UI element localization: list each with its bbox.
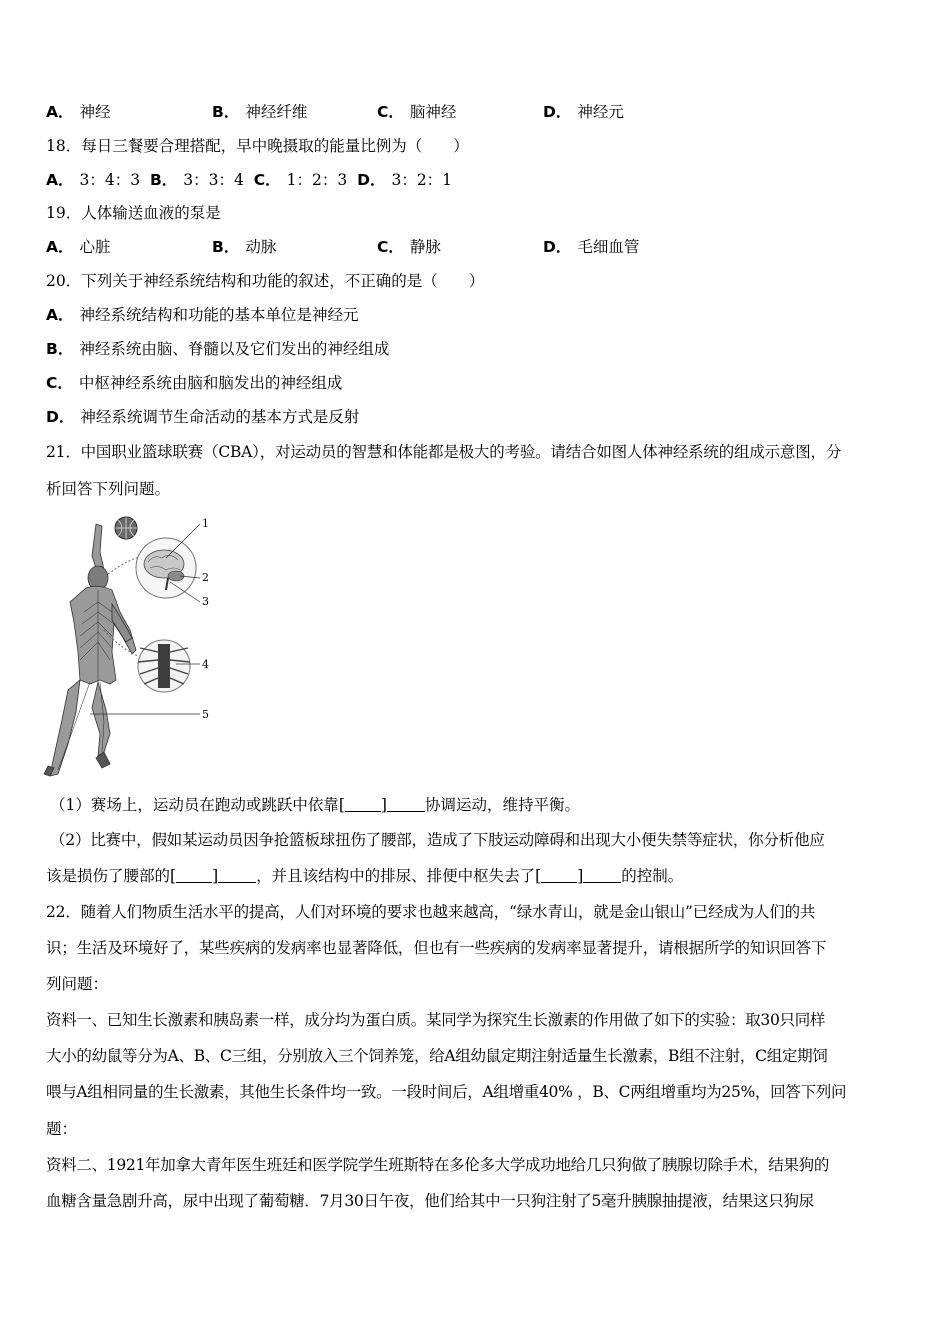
answer-blank-3[interactable] — [176, 868, 212, 883]
q21-sub2-line1: （2）比赛中，假如某运动员因争抢篮板球扭伤了腰部，造成了下肢运动障碍和出现大小便失禁等症状，你分析他应 — [50, 831, 825, 849]
q20-option-d[interactable]: D． 神经系统调节生命活动的基本方式是反射 — [46, 408, 360, 426]
answer-blank-2[interactable] — [387, 797, 425, 812]
q22-line-6: 喂与A组相同量的生长激素，其他生长条件均一致。一段时间后，A组增重40% ，B、C两组增重均为25%，回答下列问 — [46, 1083, 847, 1101]
basketball-icon — [115, 517, 137, 539]
q17-option-c[interactable]: C． 脑神经 — [377, 103, 457, 121]
q22-line-1: 22．随着人们物质生活水平的提高，人们对环境的要求也越来越高，“绿水青山，就是金山银山”已经成为人们的共 — [46, 903, 816, 921]
q17-option-b[interactable]: B． 神经纤维 — [212, 103, 308, 121]
q22-line-5: 大小的幼鼠等分为A、B、C三组，分别放入三个饲养笼，给A组幼鼠定期注射适量生长激素，B组不注射，C组定期饲 — [46, 1047, 828, 1065]
q21-sub1: （1）赛场上，运动员在跑动或跳跃中依靠[ ] 协调运动，维持平衡。 — [50, 796, 580, 814]
answer-blank-5[interactable] — [541, 868, 577, 883]
figure-label-2: 2 — [202, 571, 209, 584]
figure-label-1: 1 — [202, 517, 209, 530]
q22-line-3: 列问题： — [46, 975, 109, 993]
q17-option-a[interactable]: A． 神经 — [46, 103, 111, 121]
q22-line-4: 资料一、已知生长激素和胰岛素一样，成分均为蛋白质。某同学为探究生长激素的作用做了如下的实验：取30只同样 — [46, 1011, 826, 1029]
answer-blank-1[interactable] — [345, 797, 381, 812]
q18-option-d[interactable]: D． 3：2：1 — [357, 171, 453, 189]
q20-stem: 20．下列关于神经系统结构和功能的叙述，不正确的是（ ） — [46, 272, 485, 290]
q22-line-9: 血糖含量急剧升高，尿中出现了葡萄糖．7月30日午夜，他们给其中一只狗注射了5毫升胰腺抽提液，结果这只狗尿 — [46, 1192, 814, 1210]
q20-option-c[interactable]: C． 中枢神经系统由脑和脑发出的神经组成 — [46, 374, 343, 392]
answer-blank-4[interactable] — [218, 868, 256, 883]
q21-sub2-line2: 该是损伤了腰部的[ ] ，并且该结构中的排尿、排便中枢失去了[ ] 的控制。 — [46, 867, 684, 885]
q19-option-b[interactable]: B． 动脉 — [212, 238, 277, 256]
answer-blank-6[interactable] — [583, 868, 621, 883]
q22-line-8: 资料二、1921年加拿大青年医生班廷和医学院学生班斯特在多伦多大学成功地给几只狗做了胰腺切除手术，结果狗的 — [46, 1156, 830, 1174]
q20-option-a[interactable]: A． 神经系统结构和功能的基本单位是神经元 — [46, 306, 359, 324]
figure-label-4: 4 — [202, 658, 209, 671]
nervous-system-figure — [40, 512, 220, 780]
spinal-cord-inset — [138, 640, 190, 692]
q19-stem: 19．人体输送血液的泵是 — [46, 204, 221, 222]
q20-option-b[interactable]: B． 神经系统由脑、脊髓以及它们发出的神经组成 — [46, 340, 390, 358]
q18-option-c[interactable]: C． 1：2：3 — [253, 171, 348, 189]
q19-option-d[interactable]: D． 毛细血管 — [543, 238, 640, 256]
figure-label-5: 5 — [202, 708, 209, 721]
q21-stem-line1: 21．中国职业篮球联赛（CBA），对运动员的智慧和体能都是极大的考验。请结合如图人体神经系统的组成示意图，分 — [46, 443, 842, 461]
figure-label-3: 3 — [202, 595, 209, 608]
q18-stem: 18．每日三餐要合理搭配，早中晚摄取的能量比例为（ ） — [46, 137, 469, 155]
q22-line-2: 识；生活及环境好了，某些疾病的发病率也显著降低，但也有一些疾病的发病率显著提升，请根据所学的知识回答下 — [46, 939, 827, 957]
brain-inset — [136, 538, 196, 598]
q18-options — [46, 170, 452, 190]
q19-option-a[interactable]: A． 心脏 — [46, 238, 111, 256]
q18-option-b[interactable]: B． 3：3：4 — [149, 171, 244, 189]
q18-option-a[interactable]: A． 3：4：3 — [46, 171, 141, 189]
q17-option-d[interactable]: D． 神经元 — [543, 103, 624, 121]
q19-option-c[interactable]: C． 静脉 — [377, 238, 441, 256]
q22-line-7: 题： — [46, 1120, 78, 1138]
q21-stem-line2: 析回答下列问题。 — [46, 480, 171, 498]
